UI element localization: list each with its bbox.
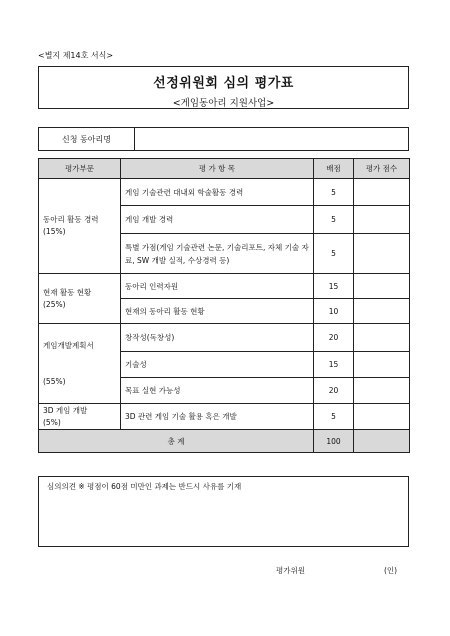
- seal-label: (인): [384, 566, 398, 575]
- header-points: 배점: [314, 159, 354, 179]
- category-weight: (5%): [43, 417, 61, 427]
- club-name-label: 신청 동아리명: [39, 128, 135, 150]
- item-text: 게임 기술관련 대내외 학술활동 경력: [121, 179, 314, 206]
- item-score-field[interactable]: [354, 234, 410, 274]
- evaluation-table: [38, 158, 410, 453]
- item-text: 동아리 인력자원: [121, 274, 314, 299]
- category-name: 3D 게임 개발: [43, 405, 88, 415]
- table-row: [39, 179, 410, 206]
- form-number: <별지 제14호 서식>: [38, 51, 114, 60]
- item-score-field[interactable]: [354, 404, 410, 430]
- item-points: 5: [314, 179, 354, 206]
- item-text: 창작성(독창성): [121, 324, 314, 352]
- total-label: 총 계: [39, 430, 314, 453]
- total-points: 100: [314, 430, 354, 453]
- category-name: 현재 활동 현황: [43, 287, 92, 297]
- item-score-field[interactable]: [354, 378, 410, 404]
- item-points: 5: [314, 234, 354, 274]
- item-score-field[interactable]: [354, 179, 410, 206]
- title-box: [38, 66, 409, 109]
- item-score-field[interactable]: [354, 206, 410, 234]
- table-header-row: [39, 159, 410, 179]
- item-score-field[interactable]: [354, 274, 410, 299]
- total-row: [39, 430, 410, 453]
- category-cell: [39, 404, 121, 430]
- item-score-field[interactable]: [354, 352, 410, 378]
- category-name: 게임개발계획서: [43, 340, 94, 350]
- item-score-field[interactable]: [354, 324, 410, 352]
- item-points: 5: [314, 404, 354, 430]
- document-title: 선정위원회 심의 평가표: [153, 76, 294, 91]
- item-points: 20: [314, 378, 354, 404]
- category-name: 동아리 활동 경력: [43, 215, 99, 224]
- header-score: 평가 점수: [354, 159, 410, 179]
- header-category: 평가부문: [39, 159, 121, 179]
- item-text: 3D 관련 게임 기술 활용 혹은 개발: [121, 404, 314, 430]
- item-points: 20: [314, 324, 354, 352]
- club-name-row: [38, 127, 409, 151]
- category-cell: [39, 274, 121, 324]
- item-text: 특별 가점(게임 기술관련 논문, 기술리포트, 자체 기술 자료, SW 개발 실적, 수상경력 등): [121, 234, 314, 274]
- category-weight: (15%): [43, 227, 66, 236]
- item-text: 게임 개발 경력: [121, 206, 314, 234]
- category-weight: (55%): [43, 376, 66, 386]
- item-points: 10: [314, 299, 354, 324]
- table-row: [39, 274, 410, 299]
- item-points: 5: [314, 206, 354, 234]
- document-subtitle: <게임동아리 지원사업>: [172, 98, 275, 109]
- category-cell: [39, 179, 121, 274]
- item-text: 기술성: [121, 352, 314, 378]
- evaluator-label: 평가위원: [276, 566, 305, 575]
- table-row: [39, 404, 410, 430]
- item-text: 현재의 동아리 활동 현황: [121, 299, 314, 324]
- item-points: 15: [314, 274, 354, 299]
- opinion-label: 심의의견 ※ 평점이 60점 미만인 과제는 반드시 사유를 기재: [47, 482, 242, 491]
- category-cell: [39, 324, 121, 404]
- opinion-box[interactable]: [38, 476, 409, 547]
- header-item: 평 가 항 목: [121, 159, 314, 179]
- item-text: 목표 실현 가능성: [121, 378, 314, 404]
- total-score-field[interactable]: [354, 430, 410, 453]
- item-score-field[interactable]: [354, 299, 410, 324]
- table-row: [39, 324, 410, 352]
- category-weight: (25%): [43, 299, 66, 309]
- item-points: 15: [314, 352, 354, 378]
- club-name-field[interactable]: [135, 128, 408, 150]
